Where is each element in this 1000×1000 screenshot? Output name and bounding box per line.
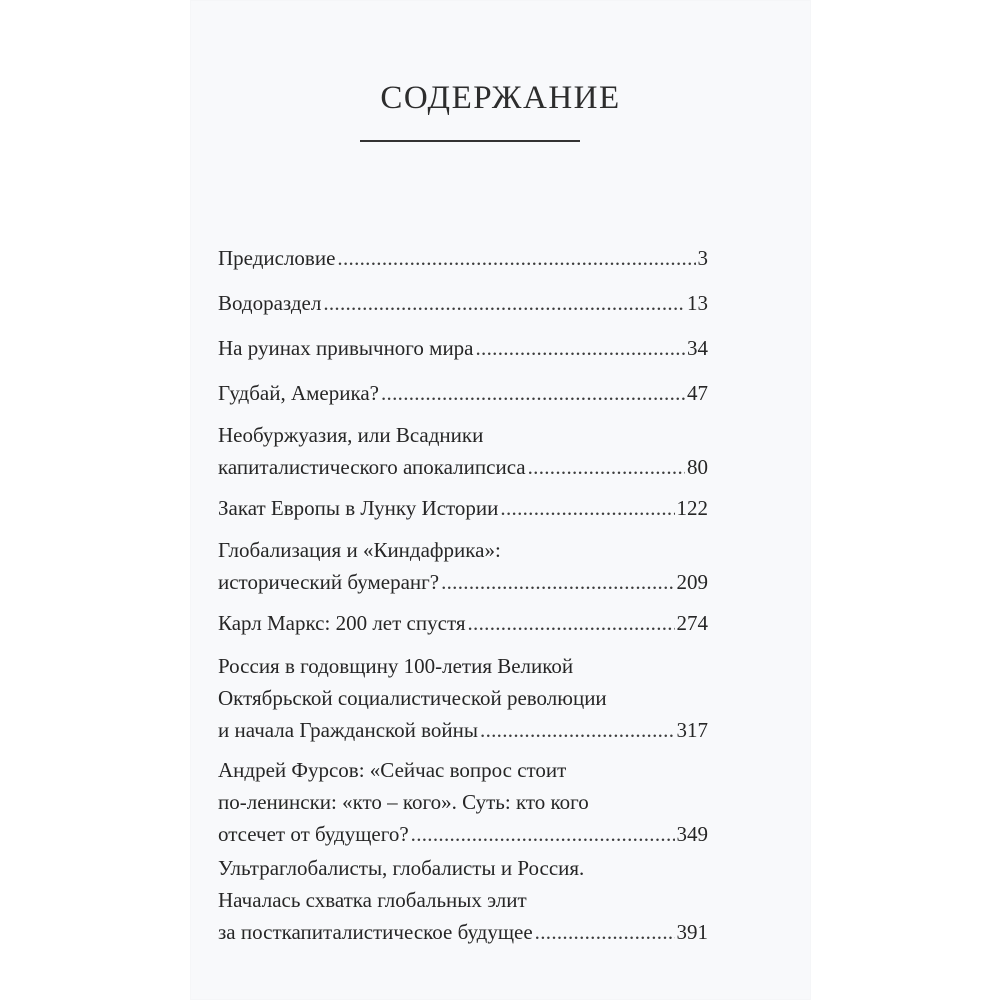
- toc-entry-line: Андрей Фурсов: «Сейчас вопрос стоит: [218, 758, 567, 782]
- toc-page-number: 80: [687, 455, 708, 479]
- toc-entry-title: Гудбай, Америка?: [218, 381, 379, 405]
- toc-entry-title: Закат Европы в Лунку Истории: [218, 496, 499, 520]
- toc-entry-line: Ультраглобалисты, глобалисты и Россия.: [218, 856, 585, 880]
- toc-entry: [218, 650, 708, 746]
- toc-entry: [218, 534, 708, 598]
- book-page: [190, 0, 811, 1000]
- toc-page-number: 34: [687, 336, 708, 360]
- toc-entry-line: Россия в годовщину 100-летия Великой: [218, 654, 574, 678]
- toc-entry-title: Предисловие: [218, 246, 336, 270]
- dot-leader: [474, 332, 686, 364]
- dot-leader: [533, 916, 675, 948]
- toc-page-number: 209: [676, 570, 708, 594]
- dot-leader: [321, 287, 685, 319]
- toc-entry-title: отсечет от будущего?: [218, 822, 409, 846]
- toc-entry: [218, 242, 708, 274]
- dot-leader: [409, 818, 675, 850]
- dot-leader: [478, 714, 674, 746]
- dot-leader: [526, 451, 685, 483]
- toc-entry-title: капиталистического апокалипсиса: [218, 455, 526, 479]
- toc-entry-title: и начала Гражданской войны: [218, 718, 479, 742]
- toc-page-number: 349: [676, 822, 708, 846]
- toc-entry: [218, 419, 708, 483]
- toc-entry: [218, 754, 708, 850]
- toc-entry-title: за посткапиталистическое будущее: [218, 920, 533, 944]
- toc-entry-line: Глобализация и «Киндафрика»:: [218, 538, 501, 562]
- toc-page-number: 13: [687, 291, 708, 315]
- dot-leader: [498, 492, 674, 524]
- toc-page-number: 47: [687, 381, 708, 405]
- toc-page-number: 3: [697, 246, 708, 270]
- toc-entry-title: Водораздел: [218, 291, 322, 315]
- toc-entry: [218, 852, 708, 948]
- toc-entry-line: Началась схватка глобальных элит: [218, 888, 527, 912]
- toc-page-number: 274: [676, 611, 708, 635]
- toc-entry-line: Октябрьской социалистической революции: [218, 686, 607, 710]
- toc-entry-title: На руинах привычного мира: [218, 336, 474, 360]
- dot-leader: [439, 566, 674, 598]
- dot-leader: [335, 242, 695, 274]
- toc-entry-line: по-ленински: «кто – кого». Суть: кто кого: [218, 790, 589, 814]
- dot-leader: [379, 377, 685, 409]
- toc-entry: [218, 492, 708, 524]
- toc-page-number: 122: [676, 496, 708, 520]
- toc-entry: [218, 607, 708, 639]
- toc-entry-title: исторический бумеранг?: [218, 570, 440, 594]
- toc-entry: [218, 332, 708, 364]
- toc-entry-title: Карл Маркс: 200 лет спустя: [218, 611, 466, 635]
- toc-page-number: 317: [676, 718, 708, 742]
- toc-page-number: 391: [676, 920, 708, 944]
- page-title: СОДЕРЖАНИЕ: [380, 80, 621, 116]
- toc-entry: [218, 377, 708, 409]
- toc-entry: [218, 287, 708, 319]
- toc-entry-line: Необуржуазия, или Всадники: [218, 423, 484, 447]
- title-divider: [360, 140, 580, 142]
- dot-leader: [466, 607, 675, 639]
